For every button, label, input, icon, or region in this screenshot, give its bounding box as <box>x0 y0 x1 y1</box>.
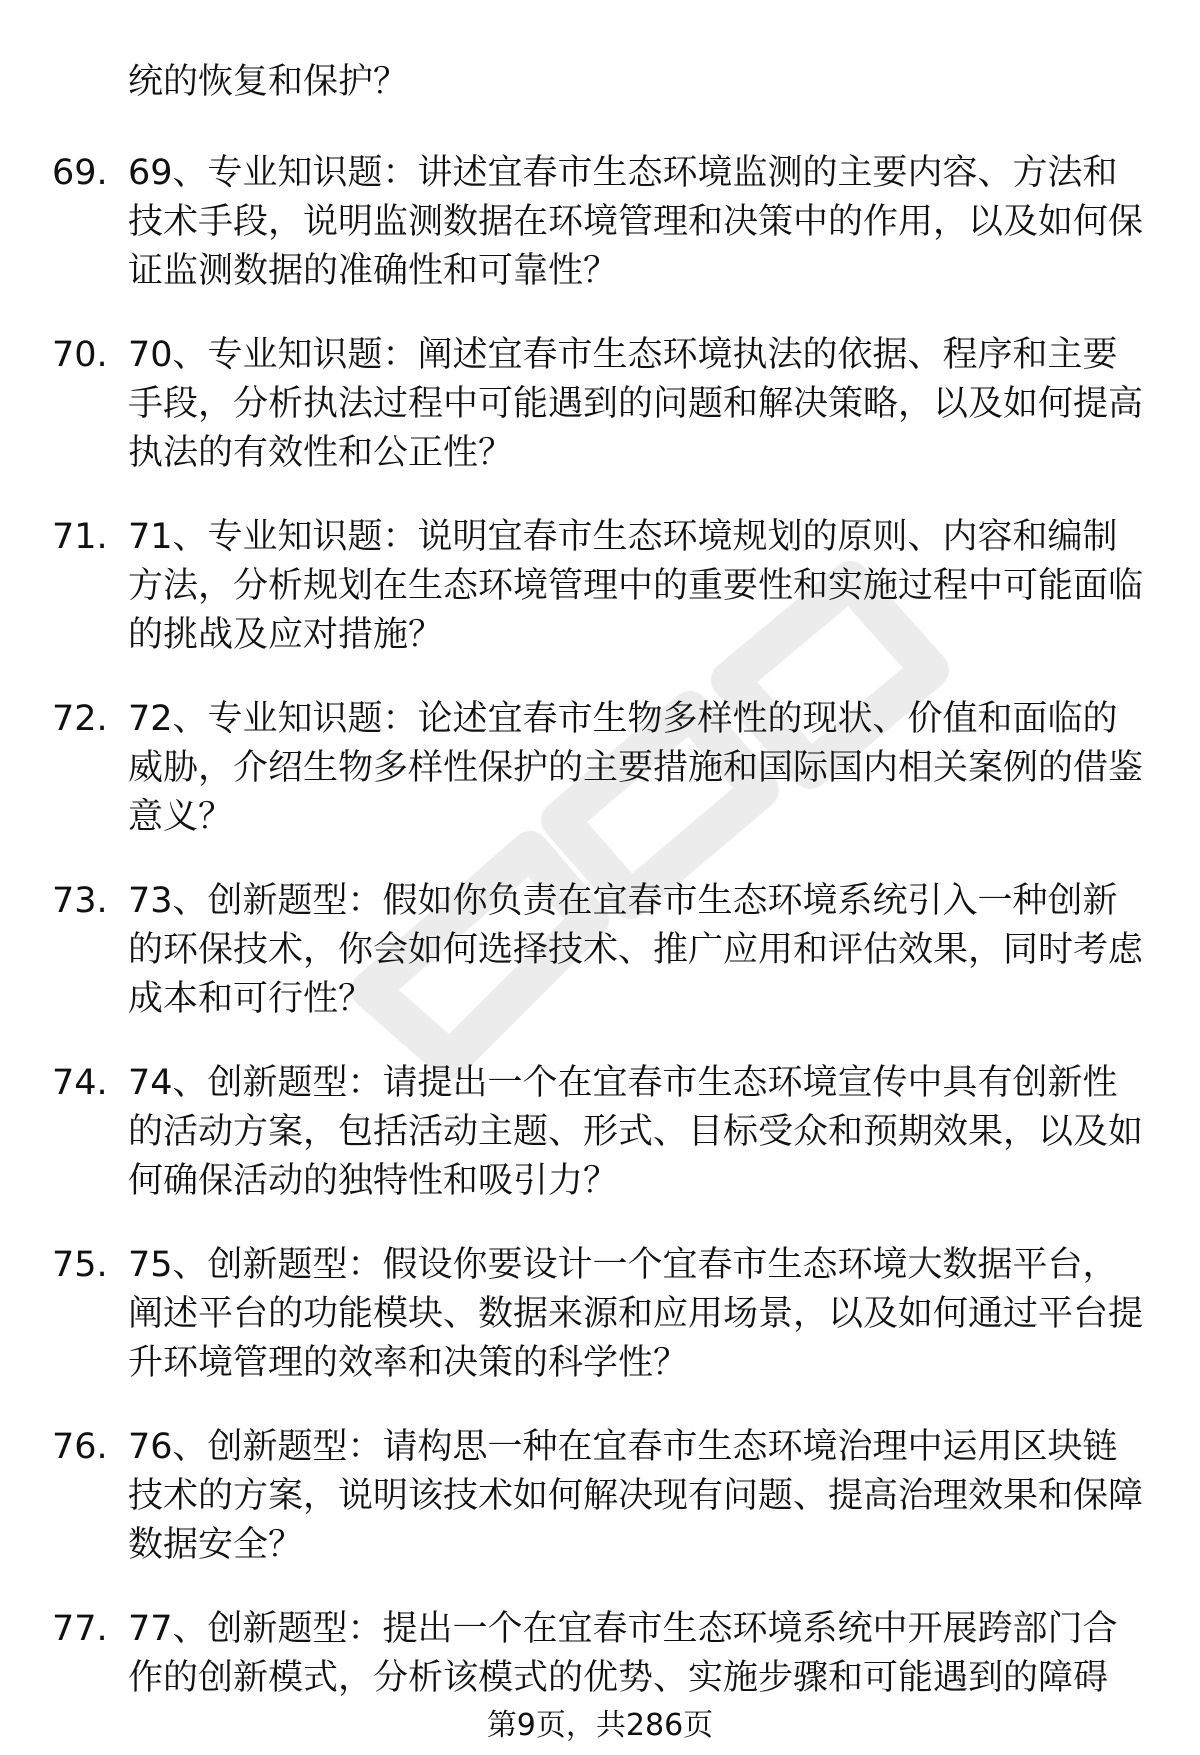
question-number: 76. <box>52 1427 108 1467</box>
question-number: 69. <box>52 153 108 193</box>
question-text: 74、创新题型：请提出一个在宜春市生态环境宣传中具有创新性的活动方案，包括活动主题、形式、目标受众和预期效果，以及如何确保活动的独特性和吸引力？ <box>128 1063 1144 1201</box>
question-item <box>0 1059 1200 1206</box>
question-number: 70. <box>52 335 108 375</box>
question-text: 71、专业知识题：说明宜春市生态环境规划的原则、内容和编制方法，分析规划在生态环境管理中的重要性和实施过程中可能面临的挑战及应对措施？ <box>128 517 1144 655</box>
question-number: 72. <box>52 699 108 739</box>
question-text: 69、专业知识题：讲述宜春市生态环境监测的主要内容、方法和技术手段，说明监测数据在环境管理和决策中的作用，以及如何保证监测数据的准确性和可靠性？ <box>128 153 1144 291</box>
question-number: 77. <box>52 1609 108 1649</box>
question-text: 73、创新题型：假如你负责在宜春市生态环境系统引入一种创新的环保技术，你会如何选择技术、推广应用和评估效果，同时考虑成本和可行性？ <box>128 881 1144 1019</box>
question-text: 72、专业知识题：论述宜春市生物多样性的现状、价值和面临的威胁，介绍生物多样性保护的主要措施和国际国内相关案例的借鉴意义？ <box>128 699 1144 837</box>
question-item <box>0 331 1200 478</box>
question-text: 75、创新题型：假设你要设计一个宜春市生态环境大数据平台，阐述平台的功能模块、数据来源和应用场景，以及如何通过平台提升环境管理的效率和决策的科学性？ <box>128 1245 1144 1383</box>
question-list <box>0 149 1200 1738</box>
continuation-text: 统的恢复和保护？ <box>128 62 409 102</box>
page-footer: 第9页，共286页 <box>486 1708 714 1743</box>
question-number: 71. <box>52 517 108 557</box>
question-item <box>0 149 1200 296</box>
question-number: 75. <box>52 1245 108 1285</box>
question-number: 74. <box>52 1063 108 1103</box>
question-item <box>0 695 1200 842</box>
question-item <box>0 1241 1200 1388</box>
question-text: 70、专业知识题：阐述宜春市生态环境执法的依据、程序和主要手段，分析执法过程中可能遇到的问题和解决策略，以及如何提高执法的有效性和公正性？ <box>128 335 1144 473</box>
question-item <box>0 1605 1200 1703</box>
question-text: 77、创新题型：提出一个在宜春市生态环境系统中开展跨部门合作的创新模式，分析该模式的优势、实施步骤和可能遇到的障碍 <box>128 1609 1118 1698</box>
question-item <box>0 1423 1200 1570</box>
question-item <box>0 877 1200 1024</box>
question-number: 73. <box>52 881 108 921</box>
question-text: 76、创新题型：请构思一种在宜春市生态环境治理中运用区块链技术的方案，说明该技术如何解决现有问题、提高治理效果和保障数据安全？ <box>128 1427 1144 1565</box>
question-item <box>0 513 1200 660</box>
